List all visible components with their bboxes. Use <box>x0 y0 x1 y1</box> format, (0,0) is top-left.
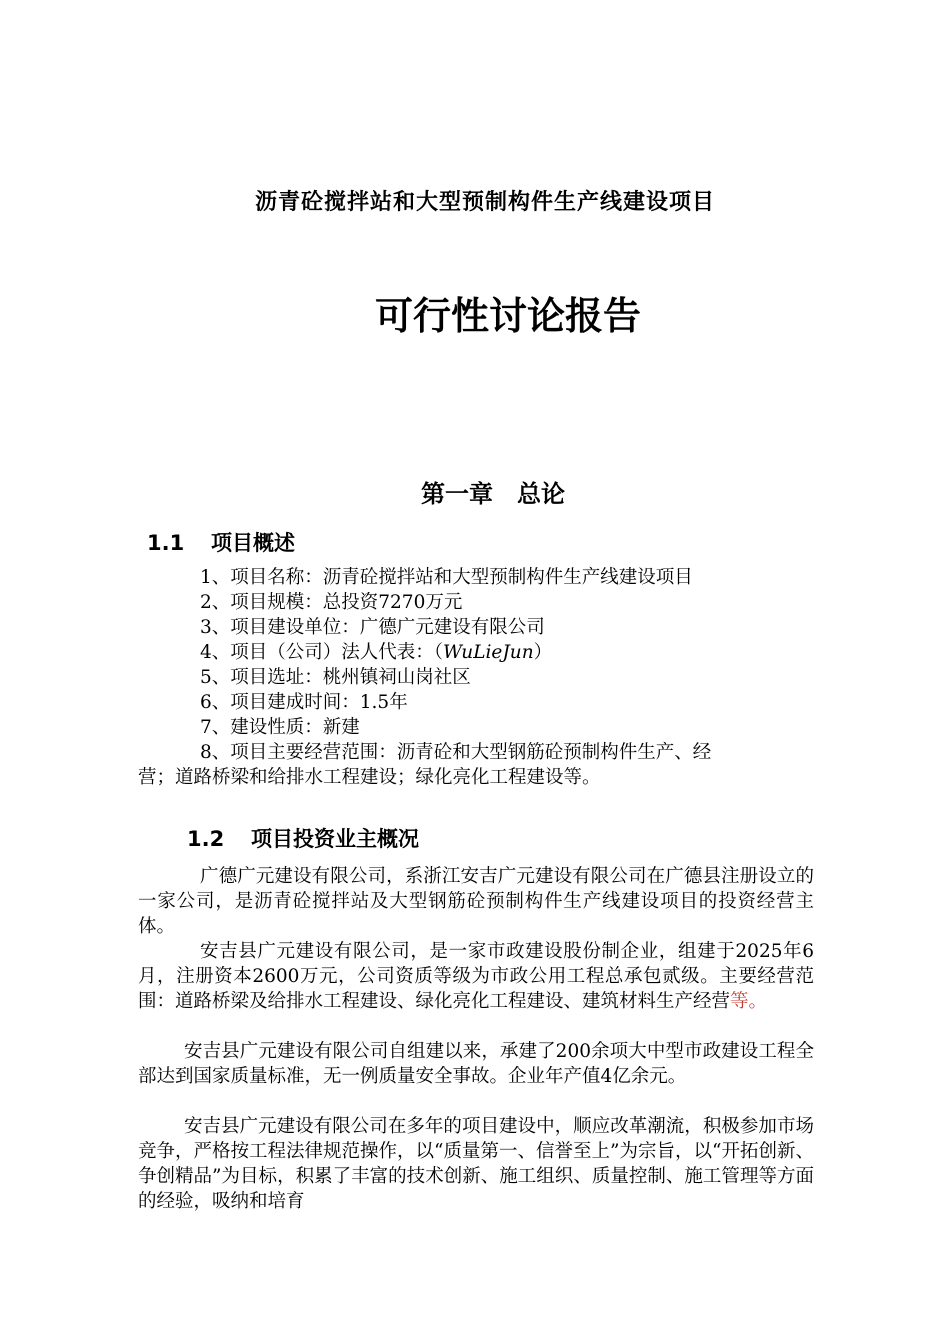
project-overview-list <box>200 565 711 765</box>
list-item-continuation: 营；道路桥梁和给排水工程建设；绿化亮化工程建设等。 <box>138 767 601 788</box>
section-heading-1-1 <box>147 527 295 557</box>
paragraph-text: 安吉县广元建设有限公司，是一家市政建设股份制企业，组建于2025年6月，注册资本2600万元，公司资质等级为市政公用工程总承包贰级。主要经营范围：道路桥梁及给排水工程建设、绿化亮化工程建设、建筑材料生产经营 <box>138 941 814 1012</box>
list-item: 8、项目主要经营范围：沥青砼和大型钢筋砼预制构件生产、经 <box>200 742 712 763</box>
legal-rep-name: WuLieJun <box>443 642 534 663</box>
list-item: 6、项目建成时间：1.5年 <box>200 692 408 713</box>
list-item <box>200 640 711 665</box>
paragraph <box>138 939 814 1014</box>
section-number: 1.2 <box>187 827 225 851</box>
list-item: 5、项目选址：桃州镇祠山岗社区 <box>200 667 471 688</box>
document-subtitle: 沥青砼搅拌站和大型预制构件生产线建设项目 <box>254 189 715 215</box>
paragraph: 安吉县广元建设有限公司在多年的项目建设中，顺应改革潮流，积极参加市场竞争，严格按工程法律规范操作，以“质量第一、信誉至上”为宗旨，以“开拓创新、争创精品”为目标，积累了丰富的技术创新、施工组织、质量控制、施工管理等方面的经验，吸纳和培育 <box>138 1116 814 1212</box>
list-item-text: 4、项目（公司）法人代表：（ <box>200 642 444 663</box>
list-item: 7、建设性质：新建 <box>200 717 360 738</box>
section-title: 项目概述 <box>211 531 295 555</box>
paragraph: 安吉县广元建设有限公司自组建以来，承建了200余项大中型市政建设工程全部达到国家质量标准，无一例质量安全事故。企业年产值4亿余元。 <box>138 1041 814 1087</box>
list-item: 1、项目名称：沥青砼搅拌站和大型预制构件生产线建设项目 <box>200 567 693 588</box>
list-item: 2、项目规模：总投资7270万元 <box>200 592 463 613</box>
list-item: 3、项目建设单位：广德广元建设有限公司 <box>200 617 545 638</box>
paragraph: 广德广元建设有限公司，系浙江安吉广元建设有限公司在广德县注册设立的一家公司，是沥青砼搅拌站及大型钢筋砼预制构件生产线建设项目的投资经营主体。 <box>138 866 814 937</box>
section-heading-1-2 <box>187 823 419 853</box>
document-title: 可行性讨论报告 <box>374 294 641 338</box>
list-item-close: ） <box>533 642 553 663</box>
section-title: 项目投资业主概况 <box>251 827 419 851</box>
chapter-heading: 第一章 总论 <box>421 479 565 508</box>
paragraph-highlight: 等。 <box>730 991 768 1012</box>
section-number: 1.1 <box>147 531 185 555</box>
